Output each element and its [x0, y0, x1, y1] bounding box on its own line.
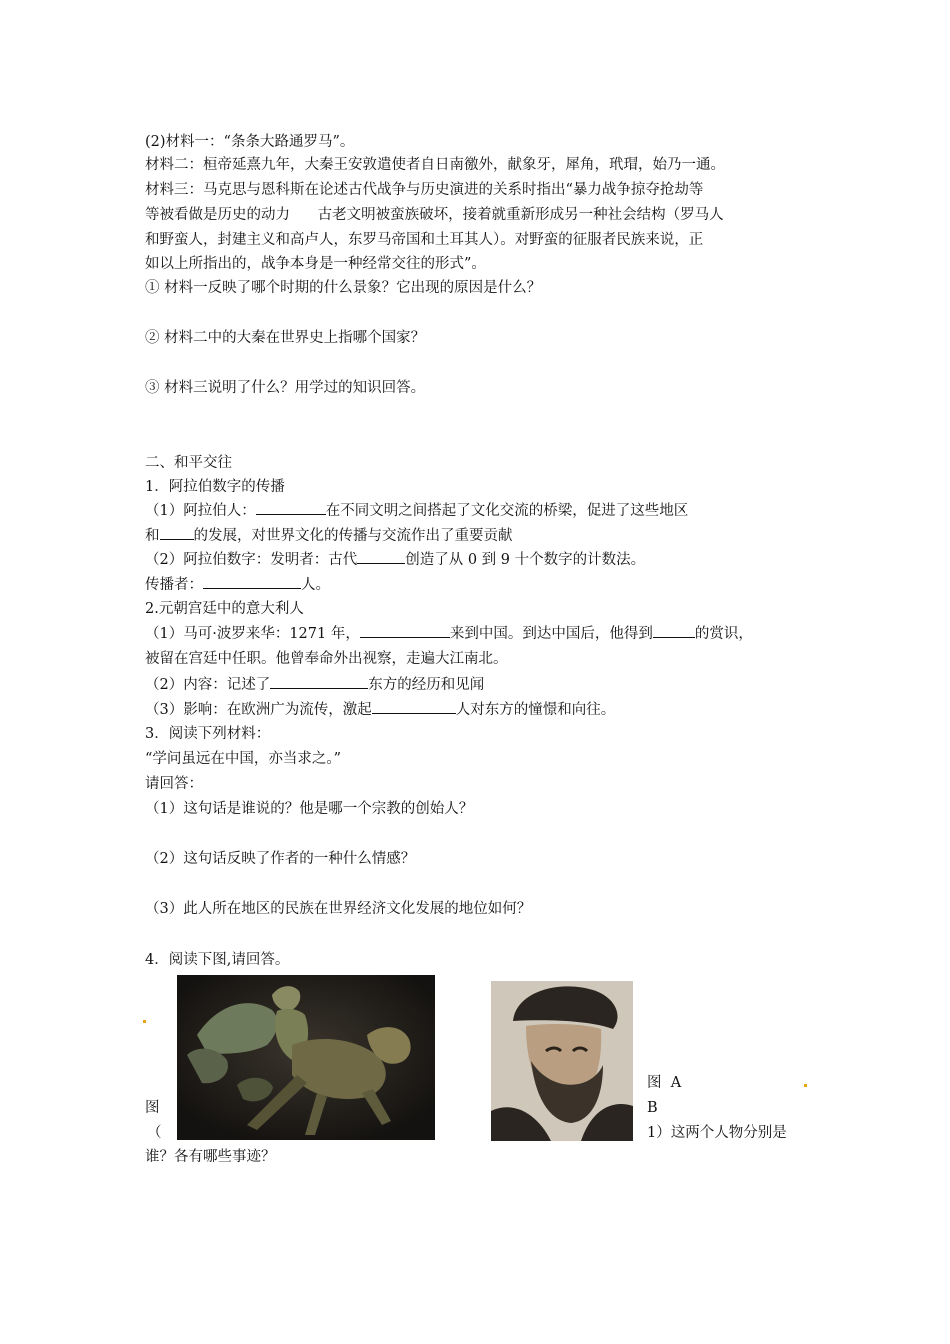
s1-line-4-b: 人。 [301, 577, 330, 593]
s1-line-3-a: （2）阿拉伯数字：发明者：古代 [145, 552, 358, 568]
s3-question-1: （1）这句话是谁说的？他是哪一个宗教的创始人？ [145, 801, 474, 817]
material-three-line-2: 等被看做是历史的动力 古老文明被蛮族破坏，接着就重新形成另一种社会结构（罗马人 [145, 207, 724, 223]
blank-field[interactable] [203, 574, 301, 589]
s3-question-2: （2）这句话反映了作者的一种什么情感？ [145, 851, 416, 867]
figure-left-label: 图 [145, 1100, 160, 1116]
s2-line-1 [145, 623, 753, 645]
blank-field[interactable] [357, 549, 405, 564]
material-three-line-4: 如以上所指出的，战争本身是一种经常交往的形式”。 [145, 256, 486, 272]
section-heading: 二、和平交往 [145, 455, 232, 471]
margin-mark [143, 1020, 146, 1023]
s4-title: 4．阅读下图,请回答。 [145, 952, 290, 968]
s2-line-3-a: （2）内容：记述了 [145, 677, 271, 693]
portrait-engraving [491, 981, 633, 1141]
blank-field[interactable] [270, 674, 368, 689]
question-a: ① 材料一反映了哪个时期的什么景象？它出现的原因是什么？ [145, 280, 542, 296]
margin-mark [804, 1084, 807, 1087]
s2-line-1-a: （1）马可·波罗来华：1271 年， [145, 626, 360, 642]
s3-quote: “学问虽远在中国，亦当求之。” [145, 751, 342, 767]
s1-line-3-b: 创造了从 0 到 9 十个数字的计数法。 [405, 552, 646, 568]
figure-left-paren: （ [147, 1125, 162, 1141]
s1-line-1-a: （1）阿拉伯人： [145, 503, 256, 519]
blank-field[interactable] [160, 525, 194, 540]
blank-field[interactable] [360, 623, 450, 638]
s3-title: 3．阅读下列材料： [145, 726, 271, 742]
figure-a-label: 图 A [647, 1075, 682, 1091]
s2-title: 2.元朝宫廷中的意大利人 [145, 601, 304, 617]
s1-line-4 [145, 574, 330, 596]
s1-line-2-a: 和 [145, 528, 160, 544]
s2-line-4 [145, 699, 615, 721]
s1-line-2 [145, 525, 513, 547]
s3-question-3: （3）此人所在地区的民族在世界经济文化发展的地位如何？ [145, 901, 532, 917]
s3-ask: 请回答： [145, 776, 203, 792]
s1-line-1-b: 在不同文明之间搭起了文化交流的桥梁，促进了这些地区 [325, 503, 689, 519]
s2-line-3 [145, 674, 484, 696]
s2-line-1-b: 来到中国。到达中国后，他得到 [449, 626, 653, 642]
s2-line-4-a: （3）影响：在欧洲广为流传，激起 [145, 702, 372, 718]
s1-line-2-b: 的发展，对世界文化的传播与交流作出了重要贡献 [193, 528, 513, 544]
material-one-line: (2)材料一：“条条大路通罗马”。 [145, 134, 355, 150]
s1-line-3 [145, 549, 645, 571]
s1-line-4-a: 传播者： [145, 577, 203, 593]
s4-question-1-part-1: 1）这两个人物分别是 [647, 1125, 787, 1141]
s2-line-4-b: 人对东方的憧憬和向往。 [455, 702, 616, 718]
blank-field[interactable] [372, 699, 456, 714]
figure-b-label: B [647, 1100, 658, 1116]
s2-line-3-b: 东方的经历和见闻 [368, 677, 485, 693]
s1-line-1 [145, 500, 688, 522]
question-b: ② 材料二中的大秦在世界史上指哪个国家？ [145, 330, 426, 346]
material-three-line-3: 和野蛮人，封建主义和高卢人，东罗马帝国和土耳其人）。对野蛮的征服者民族来说，正 [145, 232, 704, 248]
s1-title: 1．阿拉伯数字的传播 [145, 479, 285, 495]
material-three-line-1: 材料三：马克思与恩科斯在论述古代战争与历史演进的关系时指出“暴力战争掠夺抢劫等 [145, 182, 704, 198]
material-two-line: 材料二：桓帝延熹九年，大秦王安敦遣使者自日南徼外，献象牙，犀角，玳瑁，始乃一通。 [145, 157, 725, 173]
s2-line-1-c: 的赏识， [694, 626, 753, 642]
s2-line-2: 被留在宫廷中任职。他曾奉命外出视察，走遍大江南北。 [145, 651, 508, 667]
equestrian-statue-photo [177, 975, 435, 1140]
blank-field[interactable] [653, 623, 695, 638]
s4-question-1-part-2: 谁？各有哪些事迹？ [145, 1149, 276, 1165]
question-c: ③ 材料三说明了什么？用学过的知识回答。 [145, 380, 426, 396]
blank-field[interactable] [256, 500, 326, 515]
